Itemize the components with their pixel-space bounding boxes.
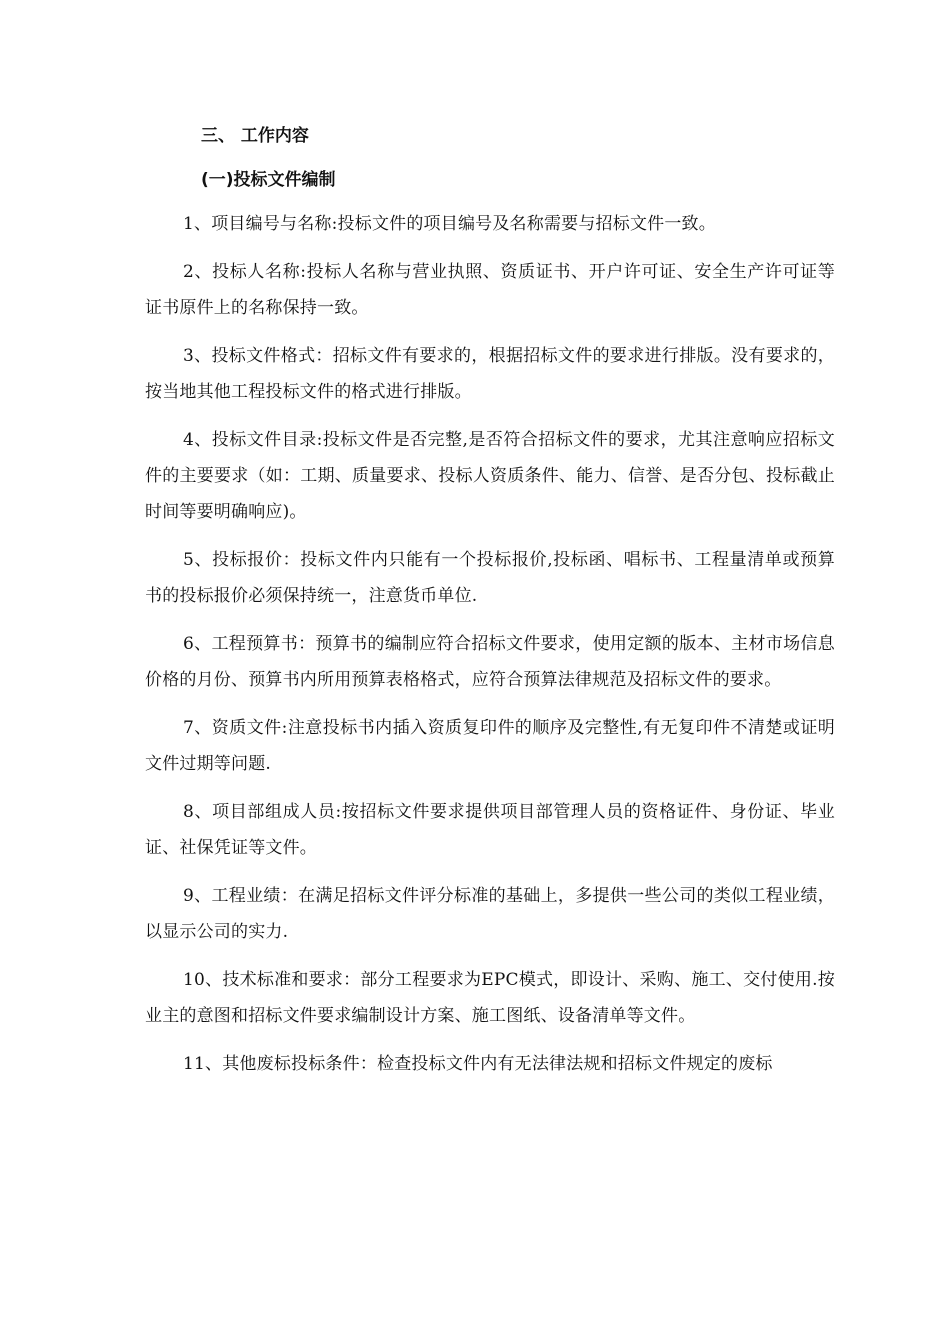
paragraph-4: 4、投标文件目录:投标文件是否完整,是否符合招标文件的要求，尤其注意响应招标文件的主要要求（如：工期、质量要求、投标人资质条件、能力、信誉、是否分包、投标截止时间等要明确响应)。 xyxy=(145,430,835,522)
paragraph-5: 5、投标报价：投标文件内只能有一个投标报价,投标函、唱标书、工程量清单或预算书的投标报价必须保持统一，注意货币单位. xyxy=(145,550,835,606)
paragraph-10: 10、技术标准和要求：部分工程要求为EPC模式，即设计、采购、施工、交付使用.按业主的意图和招标文件要求编制设计方案、施工图纸、设备清单等文件。 xyxy=(145,970,835,1026)
section-heading: 三、 工作内容 xyxy=(201,126,309,146)
paragraph-7: 7、资质文件:注意投标书内插入资质复印件的顺序及完整性,有无复印件不清楚或证明文件过期等问题. xyxy=(145,718,835,774)
paragraph-6: 6、工程预算书：预算书的编制应符合招标文件要求，使用定额的版本、主材市场信息价格的月份、预算书内所用预算表格格式，应符合预算法律规范及招标文件的要求。 xyxy=(145,634,835,690)
paragraph-2: 2、投标人名称:投标人名称与营业执照、资质证书、开户许可证、安全生产许可证等证书原件上的名称保持一致。 xyxy=(145,262,835,318)
subsection-heading: (一)投标文件编制 xyxy=(201,170,336,190)
paragraph-3: 3、投标文件格式：招标文件有要求的，根据招标文件的要求进行排版。没有要求的，按当地其他工程投标文件的格式进行排版。 xyxy=(145,346,835,402)
document-body xyxy=(145,118,835,1094)
paragraph-11: 11、其他废标投标条件：检查投标文件内有无法律法规和招标文件规定的废标 xyxy=(183,1054,773,1074)
paragraph-9: 9、工程业绩：在满足招标文件评分标准的基础上，多提供一些公司的类似工程业绩，以显示公司的实力. xyxy=(145,886,835,942)
paragraph-1: 1、项目编号与名称:投标文件的项目编号及名称需要与招标文件一致。 xyxy=(183,214,716,234)
paragraph-8: 8、项目部组成人员:按招标文件要求提供项目部管理人员的资格证件、身份证、毕业证、社保凭证等文件。 xyxy=(145,802,835,858)
